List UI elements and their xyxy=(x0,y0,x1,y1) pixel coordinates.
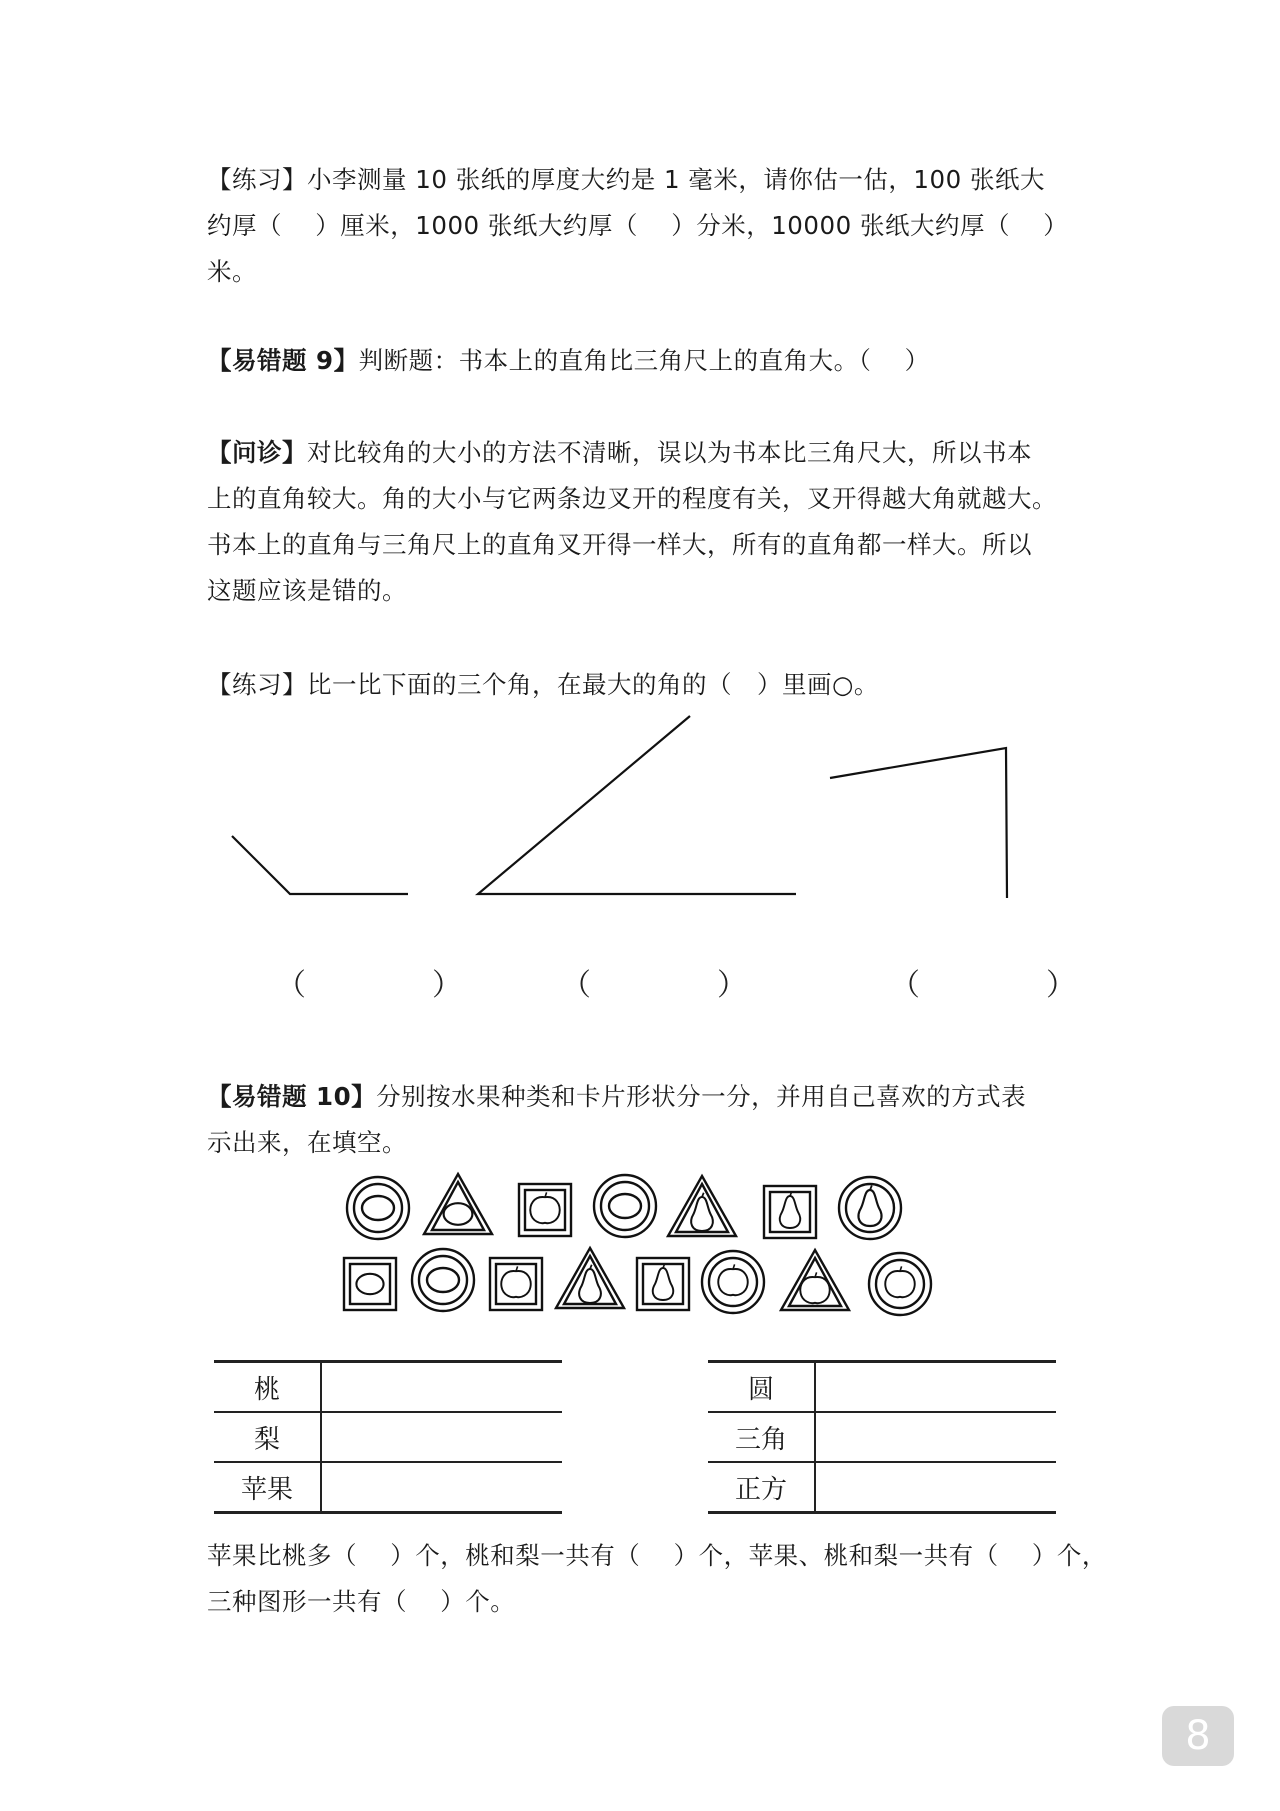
shape-label-circle: 圆 xyxy=(708,1362,815,1413)
shape-answer-cell[interactable] xyxy=(815,1462,1056,1513)
diagnosis-label: 【问诊】 xyxy=(207,438,307,467)
shape-label-square: 正方 xyxy=(708,1462,815,1513)
card-circle-peach xyxy=(412,1249,474,1311)
angle-answer-1: （ ） xyxy=(276,968,510,1003)
fill-blanks-line: 苹果比桃多（ ）个，桃和梨一共有（ ）个，苹果、桃和梨一共有（ ）个， xyxy=(207,1541,1107,1570)
table-row xyxy=(214,1462,562,1513)
shape-label-triangle: 三角 xyxy=(708,1412,815,1462)
fruit-type-table xyxy=(214,1360,562,1514)
card-circle-peach xyxy=(347,1177,409,1239)
card-circle-apple xyxy=(869,1253,931,1315)
fill-blanks xyxy=(207,1533,1107,1625)
error-9-text: 判断题：书本上的直角比三角尺上的直角大。（ ） xyxy=(358,346,930,375)
card-square-pear xyxy=(637,1258,689,1310)
error-10-label: 【易错题 10】 xyxy=(207,1082,377,1111)
error-question-9 xyxy=(207,338,1083,384)
angle-figures xyxy=(0,700,1280,960)
error-10-line: 分别按水果种类和卡片形状分一分，并用自己喜欢的方式表 xyxy=(376,1082,1027,1111)
table-row xyxy=(214,1362,562,1413)
angle-answer-3: （ ） xyxy=(890,968,1124,1003)
angle-3 xyxy=(830,748,1007,898)
card-square-apple xyxy=(519,1184,571,1236)
diagnosis-line: 这题应该是错的。 xyxy=(207,576,407,605)
fruit-label-pear: 梨 xyxy=(214,1412,321,1462)
fruit-label-peach: 桃 xyxy=(214,1362,321,1413)
card-triangle-apple xyxy=(781,1250,849,1310)
practice-2-label: 【练习】 xyxy=(207,670,307,699)
diagnosis-line: 书本上的直角与三角尺上的直角叉开得一样大，所有的直角都一样大。所以 xyxy=(207,530,1032,559)
practice-1 xyxy=(207,157,1083,295)
card-triangle-pear xyxy=(556,1248,624,1308)
error-10-line: 示出来，在填空。 xyxy=(207,1128,407,1157)
shape-answer-cell[interactable] xyxy=(815,1362,1056,1413)
fruit-answer-cell[interactable] xyxy=(321,1462,562,1513)
table-row xyxy=(708,1462,1056,1513)
practice-1-line: 约厚（ ）厘米，1000 张纸大约厚（ ）分米，10000 张纸大约厚（ ） xyxy=(207,211,1069,240)
table-row xyxy=(708,1362,1056,1413)
shape-answer-cell[interactable] xyxy=(815,1412,1056,1462)
card-circle-peach xyxy=(594,1175,656,1237)
fill-blanks-line: 三种图形一共有（ ）个。 xyxy=(207,1587,516,1616)
practice-1-label: 【练习】 xyxy=(207,165,307,194)
card-circle-pear xyxy=(839,1177,901,1239)
angle-answer-2: （ ） xyxy=(561,968,795,1003)
table-row xyxy=(214,1412,562,1462)
card-square-apple xyxy=(490,1258,542,1310)
card-square-pear xyxy=(764,1186,816,1238)
shape-table xyxy=(708,1360,1056,1514)
error-question-10 xyxy=(207,1074,1083,1166)
diagnosis-line: 上的直角较大。角的大小与它两条边叉开的程度有关，叉开得越大角就越大。 xyxy=(207,484,1057,513)
table-row xyxy=(708,1412,1056,1462)
fruit-label-apple: 苹果 xyxy=(214,1462,321,1513)
card-triangle-peach xyxy=(424,1174,492,1234)
fruit-answer-cell[interactable] xyxy=(321,1412,562,1462)
diagnosis-line: 对比较角的大小的方法不清晰，误以为书本比三角尺大，所以书本 xyxy=(307,438,1032,467)
error-9-label: 【易错题 9】 xyxy=(207,346,359,375)
diagnosis xyxy=(207,430,1083,614)
card-triangle-pear xyxy=(668,1176,736,1236)
practice-1-line: 小李测量 10 张纸的厚度大约是 1 毫米，请你估一估，100 张纸大 xyxy=(307,165,1045,194)
practice-2-text: 比一比下面的三个角，在最大的角的（ ）里画○。 xyxy=(307,670,879,699)
fruit-answer-cell[interactable] xyxy=(321,1362,562,1413)
angle-1 xyxy=(232,836,408,894)
card-circle-apple xyxy=(702,1251,764,1313)
practice-1-line: 米。 xyxy=(207,257,257,286)
card-square-peach xyxy=(344,1258,396,1310)
page-number: 8 xyxy=(1162,1706,1234,1766)
fruit-cards-illustration xyxy=(0,1160,1280,1320)
angle-2 xyxy=(478,716,796,894)
